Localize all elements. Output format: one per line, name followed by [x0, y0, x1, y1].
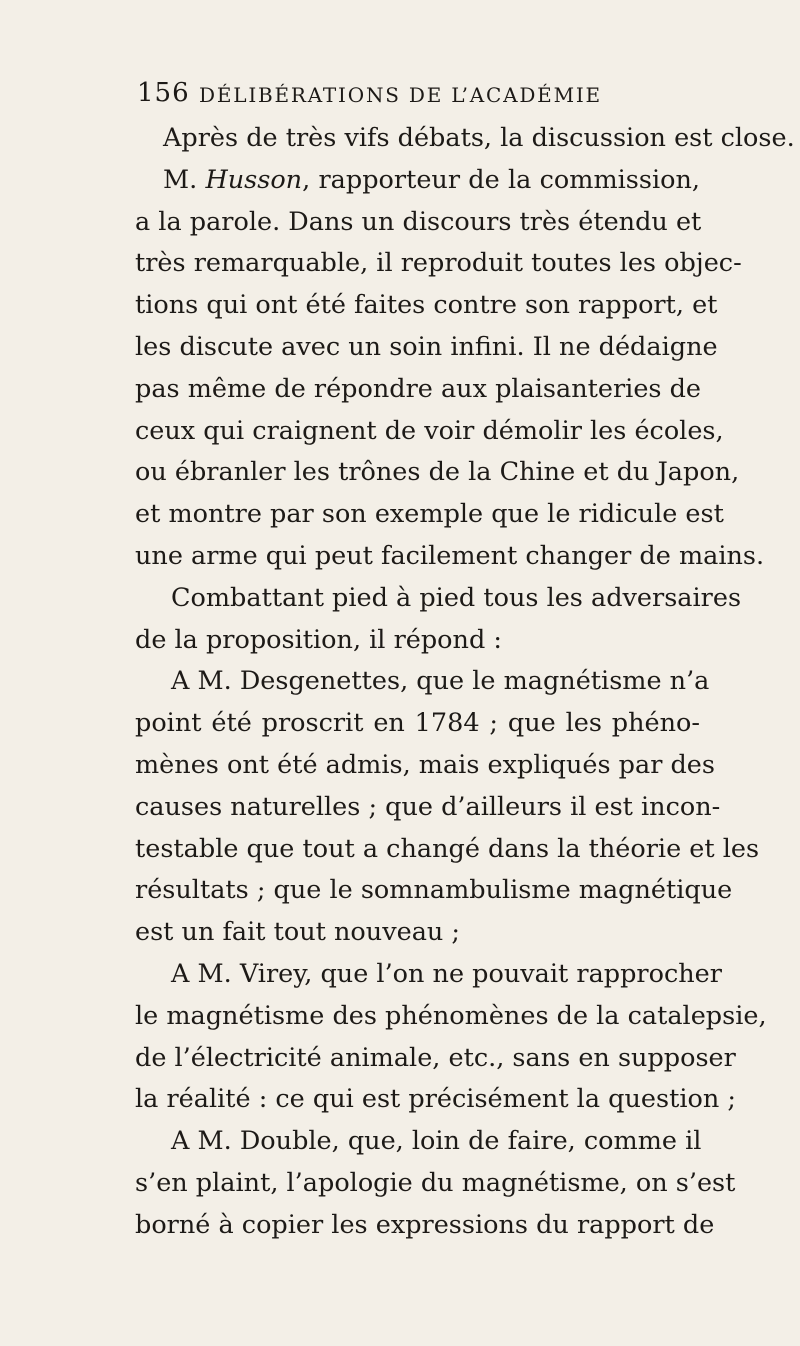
text-line: a la parole. Dans un discours très étendu et: [135, 206, 702, 237]
text-line: A M. Virey, que l’on ne pouvait rapprocher: [171, 958, 722, 989]
text-line: pas même de répondre aux plaisanteries de: [135, 373, 702, 404]
text-line: résultats ; que le somnambulisme magnétique: [135, 875, 733, 906]
text-line: est un fait tout nouveau ;: [135, 917, 461, 948]
text-line: le magnétisme des phénomènes de la catalepsie,: [135, 1000, 767, 1031]
text-line: de la proposition, il répond :: [135, 624, 502, 655]
text-line: s’en plaint, l’apologie du magnétisme, on s’est: [135, 1167, 736, 1198]
running-title: DÉLIBÉRATIONS DE L’ACADÉMIE: [199, 83, 602, 107]
text-line: de l’électricité animale, etc., sans en supposer: [135, 1042, 736, 1073]
text-fragment: , rapporteur de la commission,: [302, 164, 700, 195]
text-fragment: M.: [163, 164, 206, 195]
text-line: A M. Desgenettes, que le magnétisme n’a: [171, 666, 710, 697]
text-line: ceux qui craignent de voir démolir les écoles,: [135, 415, 724, 446]
text-line: testable que tout a changé dans la théorie et les: [135, 833, 760, 864]
running-head: [137, 78, 677, 114]
text-line: tions qui ont été faites contre son rapport, et: [135, 290, 718, 321]
text-line: point été proscrit en 1784 ; que les phéno-: [135, 708, 700, 739]
text-line: ou ébranler les trônes de la Chine et du Japon,: [135, 457, 740, 488]
text-line: A M. Double, que, loin de faire, comme il: [171, 1126, 702, 1157]
text-line: borné à copier les expressions du rapport de: [135, 1209, 715, 1240]
page-number: 156: [137, 78, 190, 108]
text-line: Combattant pied à pied tous les adversaires: [171, 582, 742, 613]
text-line: [135, 160, 700, 202]
text-line: et montre par son exemple que le ridicule est: [135, 499, 724, 530]
text-line: causes naturelles ; que d’ailleurs il est incon-: [135, 791, 721, 822]
text-line: très remarquable, il reproduit toutes les objec-: [135, 248, 742, 279]
person-name: Husson: [205, 164, 303, 195]
body-text: [135, 118, 795, 1247]
text-line: la réalité : ce qui est précisément la question ;: [135, 1084, 736, 1115]
text-line: les discute avec un soin infini. Il ne dédaigne: [135, 331, 718, 362]
text-line: mènes ont été admis, mais expliqués par des: [135, 749, 715, 780]
text-line: une arme qui peut facilement changer de mains.: [135, 540, 765, 571]
text-line: Après de très vifs débats, la discussion est close.: [163, 123, 795, 153]
